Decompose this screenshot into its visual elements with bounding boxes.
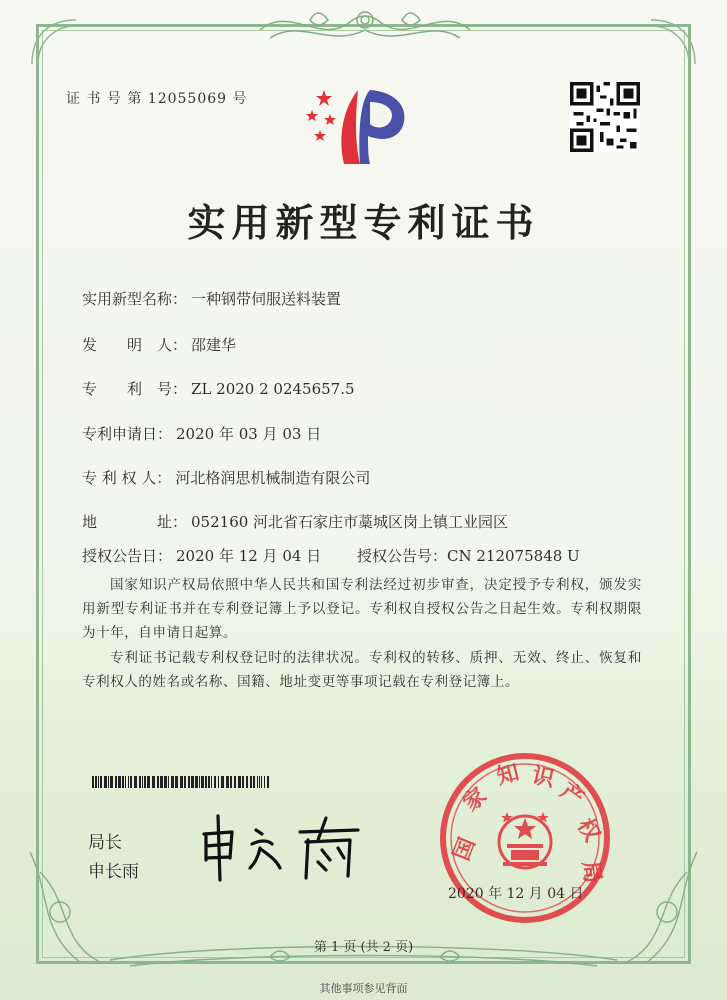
certificate-title: 实用新型专利证书	[187, 200, 540, 245]
field-label: 专 利 权 人：	[82, 469, 172, 487]
field-value: ZL 2020 2 0245657.5	[191, 380, 355, 398]
svg-text:识: 识	[529, 763, 557, 793]
filing-date-field	[82, 423, 321, 444]
field-value: 052160 河北省石家庄市藁城区岗上镇工业园区	[191, 513, 509, 531]
footer-note: 其他事项参见背面	[319, 982, 408, 995]
corner-ornament-icon	[28, 16, 80, 68]
utility-model-name-field	[82, 288, 341, 309]
field-label: 发 明 人：	[82, 336, 188, 354]
field-value: 2020 年 12 月 04 日	[176, 547, 322, 565]
body-paragraph-1: 国家知识产权局依照中华人民共和国专利法经过初步审查，决定授予专利权，颁发实用新型专利证书并在专利登记簿上予以登记。专利权自授权公告之日起生效。专利权期限为十年，自申请日起算。	[82, 577, 642, 641]
svg-text:权: 权	[571, 814, 605, 847]
field-value: 河北格润思机械制造有限公司	[175, 469, 371, 487]
inventor-field	[82, 334, 236, 355]
grant-number-field	[357, 545, 580, 566]
corner-ornament-icon	[647, 16, 699, 68]
field-value: 一种钢带伺服送料装置	[191, 290, 342, 308]
top-ornament-icon	[250, 0, 480, 52]
seal-date: 2020 年 12 月 04 日	[448, 886, 584, 902]
field-label: 授权公告号：	[357, 547, 448, 565]
field-label: 专 利 号：	[82, 380, 188, 398]
patent-number-field	[82, 378, 355, 399]
director-name: 申长雨	[88, 862, 139, 882]
body-paragraph-2: 专利证书记载专利权登记时的法律状况。专利权的转移、质押、无效、终止、恢复和专利权人的姓名或名称、国籍、地址变更等事项记载在专利登记簿上。	[82, 650, 642, 690]
barcode-icon	[92, 776, 272, 788]
svg-text:家: 家	[458, 783, 492, 817]
director-signature-icon	[198, 810, 368, 884]
director-title: 局长	[88, 833, 122, 853]
certificate-number: 证 书 号 第 12055069 号	[66, 91, 248, 107]
field-label: 地 址：	[82, 513, 188, 531]
svg-text:国: 国	[449, 834, 481, 865]
field-label: 专利申请日：	[82, 425, 173, 443]
field-label: 实用新型名称：	[82, 290, 188, 308]
qr-code-icon	[570, 82, 640, 152]
field-label: 授权公告日：	[82, 547, 173, 565]
field-value: CN 212075848 U	[447, 547, 580, 565]
page-number: 第 1 页 (共 2 页)	[313, 940, 414, 955]
patent-office-logo-icon	[298, 80, 416, 172]
field-value: 2020 年 03 月 03 日	[176, 425, 322, 443]
address-field	[82, 511, 508, 532]
svg-text:产: 产	[555, 778, 588, 812]
svg-text:知: 知	[494, 760, 522, 790]
patentee-field	[82, 467, 370, 488]
svg-text:局: 局	[577, 859, 605, 885]
grant-date-field	[82, 545, 321, 566]
field-value: 邵建华	[191, 336, 237, 354]
